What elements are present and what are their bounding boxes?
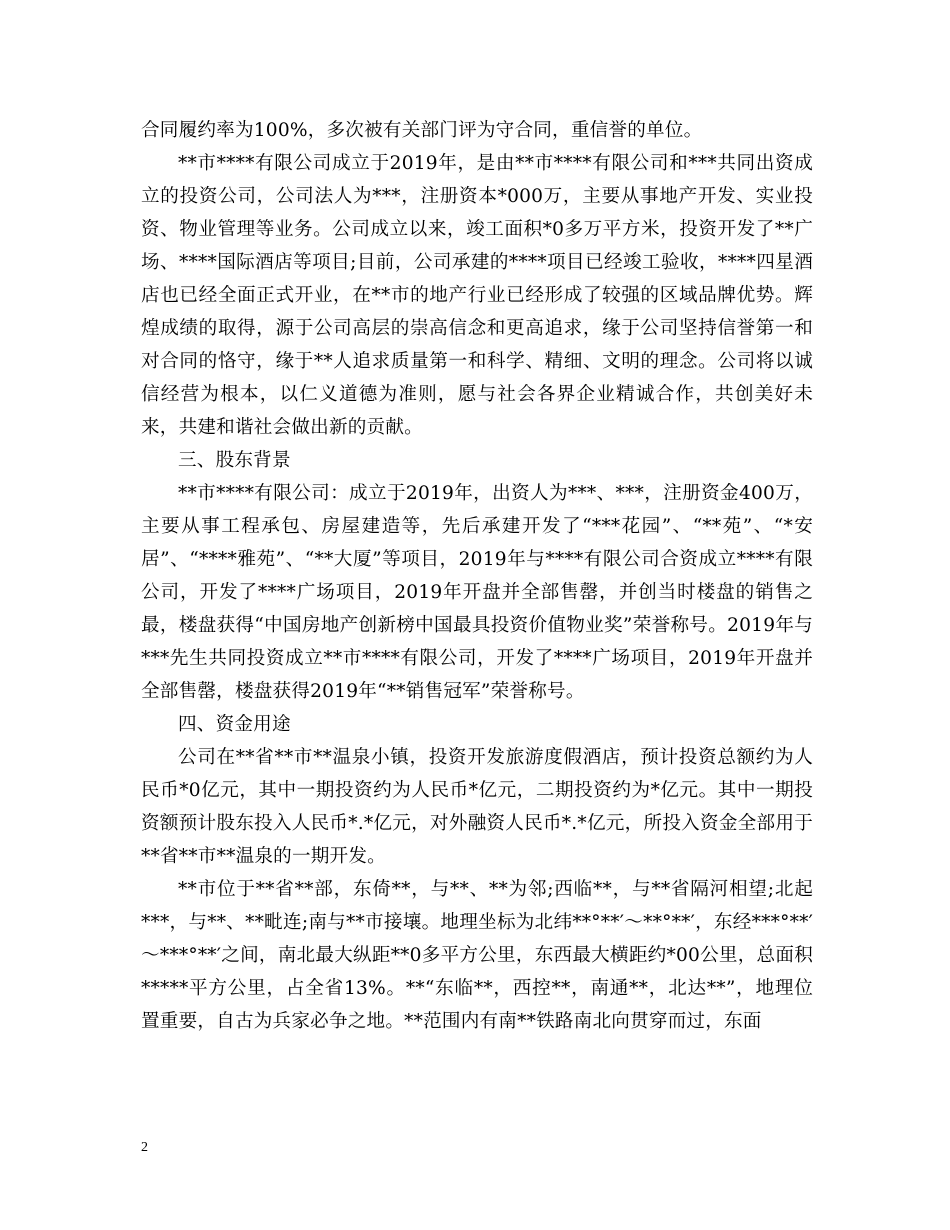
paragraph-location: **市位于**省**部，东倚**，与**、**为邻;西临**，与**省隔河相望;北起***，与**、**毗连;南与**市接壤。地理坐标为北纬**°**′～**°**′，东经***°**′～***°**′之间，南北最大纵距**0多平方公里，东西最大横距约*00公里，总面积*****平方公里，占全省13%。**“东临**，西控**，南通**，北达**”，地理位置重要，自古为兵家必争之地。**范围内有南**铁路南北向贯穿而过，东面 — [141, 879, 813, 1032]
section-heading-shareholders: 三、股东背景 — [178, 450, 291, 471]
page-body — [141, 114, 813, 1038]
paragraph-shareholder-background: **市****有限公司：成立于2019年，出资人为***、***，注册资金400万，主要从事工程承包、房屋建造等，先后承建开发了“***花园”、“**苑”、“*安居”、“****雅苑”、“**大厦”等项目，2019年与****有限公司合资成立****有限公司，开发了****广场项目，2019年开盘并全部售罄，并创当时楼盘的销售之最，楼盘获得“中国房地产创新榜中国最具投资价值物业奖”荣誉称号。2019年与***先生共同投资成立**市****有限公司，开发了****广场项目，2019年开盘并全部售罄，楼盘获得2019年“**销售冠军”荣誉称号。 — [141, 483, 813, 702]
page-number: 2 — [141, 1140, 148, 1155]
paragraph-fund-usage: 公司在**省**市**温泉小镇，投资开发旅游度假酒店，预计投资总额约为人民币*0亿元，其中一期投资约为人民币*亿元，二期投资约为*亿元。其中一期投资额预计股东投入人民币*.*亿元，对外融资人民币*.*亿元，所投入资金全部用于**省**市**温泉的一期开发。 — [141, 747, 813, 867]
paragraph-company-profile: **市****有限公司成立于2019年，是由**市****有限公司和***共同出资成立的投资公司，公司法人为***，注册资本*000万，主要从事地产开发、实业投资、物业管理等业务。公司成立以来，竣工面积*0多万平方米，投资开发了**广场、****国际酒店等项目;目前，公司承建的****项目已经竣工验收，****四星酒店也已经全面正式开业，在**市的地产行业已经形成了较强的区域品牌优势。辉煌成绩的取得，源于公司高层的崇高信念和更高追求，缘于公司坚持信誉第一和对合同的恪守，缘于**人追求质量第一和科学、精细、文明的理念。公司将以诚信经营为根本，以仁义道德为准则，愿与社会各界企业精诚合作，共创美好未来，共建和谐社会做出新的贡献。 — [141, 153, 813, 438]
paragraph-continuation: 合同履约率为100%，多次被有关部门评为守合同，重信誉的单位。 — [141, 120, 703, 141]
section-heading-fund-usage: 四、资金用途 — [178, 714, 291, 735]
